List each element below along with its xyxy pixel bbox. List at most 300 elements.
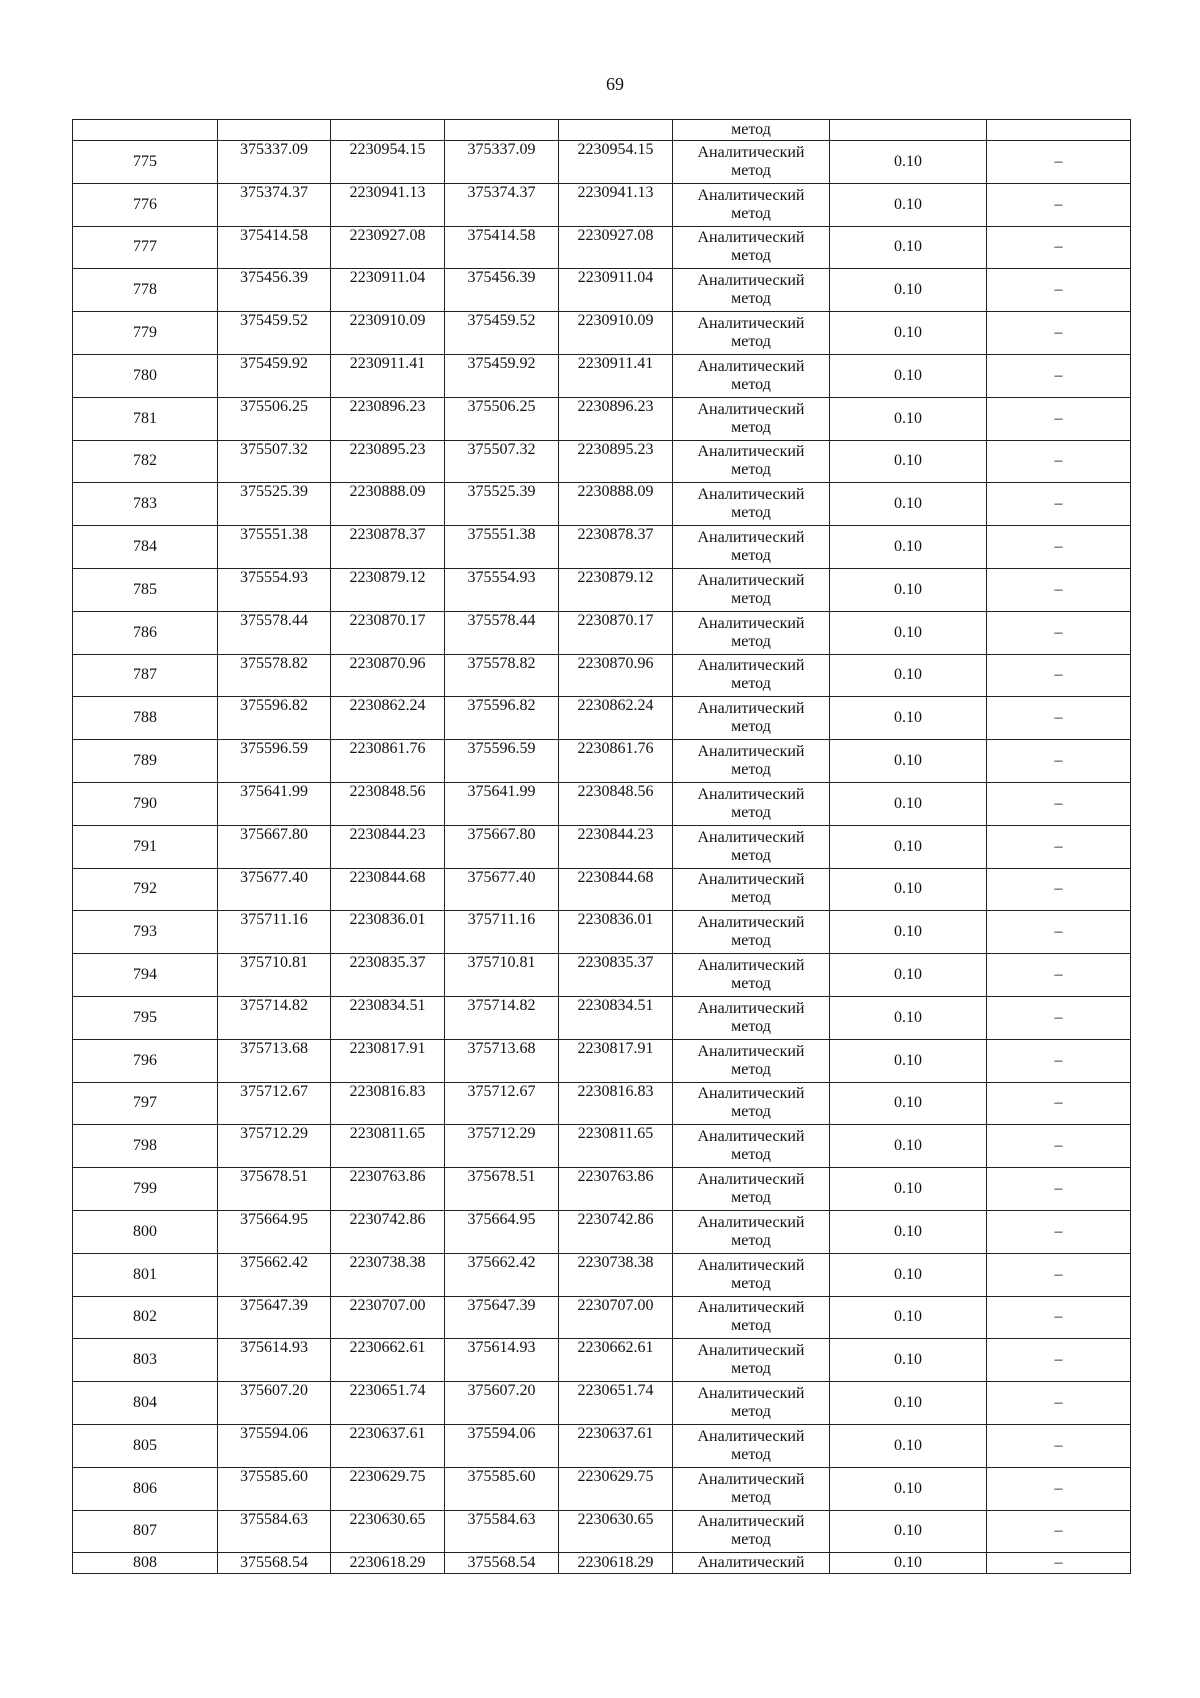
x-coordinate-cell: 375711.16 [218, 911, 331, 954]
table-row [73, 911, 1131, 954]
x-coordinate-cell: 375667.80 [445, 825, 559, 868]
x-coordinate-cell: 375662.42 [218, 1253, 331, 1296]
y-coordinate-cell: 2230896.23 [331, 397, 445, 440]
description-cell: – [987, 697, 1131, 740]
method-line: Аналитический [697, 1128, 805, 1146]
method-line: метод [731, 1103, 771, 1121]
method-line: метод [731, 375, 771, 393]
point-number-cell: 791 [73, 825, 218, 868]
point-number-cell: 797 [73, 1082, 218, 1125]
method-cell [673, 825, 830, 868]
point-number-cell: 783 [73, 483, 218, 526]
method-line: метод [731, 204, 771, 222]
method-cell [673, 526, 830, 569]
method-cell [673, 312, 830, 355]
description-cell: – [987, 740, 1131, 783]
accuracy-cell: 0.10 [830, 825, 987, 868]
x-coordinate-cell: 375594.06 [218, 1424, 331, 1467]
accuracy-cell: 0.10 [830, 740, 987, 783]
y-coordinate-cell: 2230637.61 [559, 1424, 673, 1467]
method-line: Аналитический [697, 143, 805, 161]
description-cell: – [987, 1553, 1131, 1574]
y-coordinate-cell: 2230707.00 [331, 1296, 445, 1339]
x-coordinate-cell: 375456.39 [445, 269, 559, 312]
x-coordinate-cell: 375374.37 [218, 183, 331, 226]
method-line: метод [731, 675, 771, 693]
description-cell: – [987, 996, 1131, 1039]
x-coordinate-cell: 375664.95 [218, 1210, 331, 1253]
description-cell: – [987, 1082, 1131, 1125]
method-line: метод [731, 418, 771, 436]
x-coordinate-cell: 375667.80 [218, 825, 331, 868]
table-row [73, 1168, 1131, 1211]
point-number-cell: 782 [73, 440, 218, 483]
y-coordinate-cell: 2230910.09 [331, 312, 445, 355]
accuracy-cell: 0.10 [830, 141, 987, 184]
accuracy-cell: 0.10 [830, 654, 987, 697]
method-line: Аналитический [697, 229, 805, 247]
x-coordinate-cell: 375551.38 [445, 526, 559, 569]
x-coordinate-cell: 375710.81 [218, 954, 331, 997]
accuracy-cell: 0.10 [830, 354, 987, 397]
method-cell [673, 1082, 830, 1125]
y-coordinate-cell: 2230651.74 [559, 1382, 673, 1425]
x-coordinate-cell: 375647.39 [218, 1296, 331, 1339]
y-coordinate-cell: 2230835.37 [331, 954, 445, 997]
x-coordinate-cell: 375459.52 [218, 312, 331, 355]
x-coordinate-cell: 375506.25 [445, 397, 559, 440]
y-coordinate-cell: 2230870.96 [331, 654, 445, 697]
table-row [73, 1125, 1131, 1168]
table-row [73, 697, 1131, 740]
method-line: метод [731, 761, 771, 779]
description-cell: – [987, 1296, 1131, 1339]
method-line: Аналитический [697, 1513, 805, 1531]
description-cell: – [987, 911, 1131, 954]
table-row [73, 1082, 1131, 1125]
x-coordinate-cell: 375594.06 [445, 1424, 559, 1467]
y-coordinate-cell: 2230637.61 [331, 1424, 445, 1467]
x-coordinate-cell: 375677.40 [218, 868, 331, 911]
x-coordinate-cell: 375584.63 [445, 1510, 559, 1553]
table-row [73, 1296, 1131, 1339]
description-cell: – [987, 1424, 1131, 1467]
method-line: Аналитический [697, 186, 805, 204]
table-row [73, 1382, 1131, 1425]
accuracy-cell: 0.10 [830, 611, 987, 654]
accuracy-cell: 0.10 [830, 1424, 987, 1467]
accuracy-cell: 0.10 [830, 1125, 987, 1168]
x-coordinate-cell: 375607.20 [445, 1382, 559, 1425]
table-row [73, 654, 1131, 697]
method-line: Аналитический [697, 914, 805, 932]
y-coordinate-cell: 2230834.51 [559, 996, 673, 1039]
table-row [73, 354, 1131, 397]
method-cell [673, 1253, 830, 1296]
method-cell [673, 1168, 830, 1211]
y-coordinate-cell: 2230738.38 [559, 1253, 673, 1296]
table-body [73, 120, 1131, 1574]
method-line: Аналитический [697, 315, 805, 333]
method-line: метод [731, 803, 771, 821]
x-coordinate-cell: 375712.29 [218, 1125, 331, 1168]
x-coordinate-cell: 375578.44 [218, 611, 331, 654]
accuracy-cell: 0.10 [830, 1553, 987, 1574]
method-line: метод [731, 333, 771, 351]
x-coordinate-cell: 375578.82 [445, 654, 559, 697]
x-coordinate-cell: 375551.38 [218, 526, 331, 569]
description-cell: – [987, 782, 1131, 825]
accuracy-cell: 0.10 [830, 568, 987, 611]
point-number-cell: 800 [73, 1210, 218, 1253]
point-number-cell: 796 [73, 1039, 218, 1082]
description-cell: – [987, 354, 1131, 397]
x-coordinate-cell: 375596.59 [218, 740, 331, 783]
y-coordinate-cell: 2230895.23 [331, 440, 445, 483]
y-coordinate-cell: 2230911.04 [331, 269, 445, 312]
accuracy-cell: 0.10 [830, 996, 987, 1039]
x-coordinate-cell: 375713.68 [218, 1039, 331, 1082]
method-cell [673, 954, 830, 997]
method-cell [673, 1510, 830, 1553]
point-number-cell: 807 [73, 1510, 218, 1553]
x-coordinate-cell: 375374.37 [445, 183, 559, 226]
y-coordinate-cell: 2230878.37 [559, 526, 673, 569]
x-coordinate-cell: 375337.09 [218, 141, 331, 184]
x-coordinate-cell: 375712.29 [445, 1125, 559, 1168]
accuracy-cell: 0.10 [830, 312, 987, 355]
table-row [73, 483, 1131, 526]
x-coordinate-cell: 375712.67 [445, 1082, 559, 1125]
y-coordinate-cell: 2230618.29 [331, 1553, 445, 1574]
method-line: метод [731, 718, 771, 736]
y-coordinate-cell: 2230861.76 [331, 740, 445, 783]
continuation-row [73, 120, 1131, 141]
accuracy-cell: 0.10 [830, 1510, 987, 1553]
method-cell [673, 1125, 830, 1168]
y-coordinate-cell: 2230862.24 [331, 697, 445, 740]
accuracy-cell: 0.10 [830, 868, 987, 911]
method-line: метод [731, 1317, 771, 1335]
x-coordinate-cell: 375712.67 [218, 1082, 331, 1125]
y-coordinate-cell: 2230816.83 [559, 1082, 673, 1125]
point-number-cell: 798 [73, 1125, 218, 1168]
y-coordinate-cell: 2230941.13 [559, 183, 673, 226]
accuracy-cell: 0.10 [830, 269, 987, 312]
x-coordinate-cell: 375554.93 [218, 568, 331, 611]
table-row [73, 526, 1131, 569]
table-row [73, 397, 1131, 440]
y-coordinate-cell: 2230888.09 [331, 483, 445, 526]
x-coordinate-cell: 375578.44 [445, 611, 559, 654]
x-coordinate-cell: 375596.82 [218, 697, 331, 740]
point-number-cell: 803 [73, 1339, 218, 1382]
method-line: Аналитический [697, 1256, 805, 1274]
description-cell: – [987, 954, 1131, 997]
method-line: Аналитический [697, 871, 805, 889]
description-cell: – [987, 1510, 1131, 1553]
point-number-cell: 790 [73, 782, 218, 825]
method-line: Аналитический [697, 357, 805, 375]
accuracy-cell: 0.10 [830, 397, 987, 440]
y-coordinate-cell: 2230629.75 [559, 1467, 673, 1510]
y-coordinate-cell: 2230954.15 [331, 141, 445, 184]
accuracy-cell: 0.10 [830, 1296, 987, 1339]
description-cell: – [987, 1253, 1131, 1296]
x-coordinate-cell: 375585.60 [445, 1467, 559, 1510]
y-coordinate-cell: 2230870.17 [559, 611, 673, 654]
point-number-cell: 793 [73, 911, 218, 954]
empty-cell [559, 120, 673, 141]
accuracy-cell: 0.10 [830, 954, 987, 997]
accuracy-cell: 0.10 [830, 526, 987, 569]
x-coordinate-cell: 375506.25 [218, 397, 331, 440]
point-number-cell: 805 [73, 1424, 218, 1467]
empty-cell [73, 120, 218, 141]
description-cell: – [987, 397, 1131, 440]
y-coordinate-cell: 2230910.09 [559, 312, 673, 355]
method-line: метод [731, 1060, 771, 1078]
x-coordinate-cell: 375678.51 [218, 1168, 331, 1211]
point-number-cell: 795 [73, 996, 218, 1039]
x-coordinate-cell: 375525.39 [445, 483, 559, 526]
x-coordinate-cell: 375578.82 [218, 654, 331, 697]
empty-cell [331, 120, 445, 141]
page-number: 69 [606, 74, 624, 94]
x-coordinate-cell: 375568.54 [218, 1553, 331, 1574]
y-coordinate-cell: 2230941.13 [331, 183, 445, 226]
x-coordinate-cell: 375456.39 [218, 269, 331, 312]
method-line: Аналитический [697, 1385, 805, 1402]
table-row [73, 226, 1131, 269]
table-row [73, 996, 1131, 1039]
method-cell [673, 1424, 830, 1467]
coordinates-table [72, 119, 1131, 1574]
y-coordinate-cell: 2230742.86 [559, 1210, 673, 1253]
y-coordinate-cell: 2230844.68 [331, 868, 445, 911]
y-coordinate-cell: 2230763.86 [331, 1168, 445, 1211]
y-coordinate-cell: 2230927.08 [331, 226, 445, 269]
y-coordinate-cell: 2230836.01 [559, 911, 673, 954]
point-number-cell: 787 [73, 654, 218, 697]
method-cell: метод [673, 120, 830, 141]
table-row [73, 1210, 1131, 1253]
x-coordinate-cell: 375525.39 [218, 483, 331, 526]
x-coordinate-cell: 375607.20 [218, 1382, 331, 1425]
method-line: метод [731, 632, 771, 650]
method-line: метод [731, 547, 771, 565]
y-coordinate-cell: 2230834.51 [331, 996, 445, 1039]
accuracy-cell: 0.10 [830, 1253, 987, 1296]
y-coordinate-cell: 2230844.23 [331, 825, 445, 868]
method-line: метод [731, 504, 771, 522]
method-cell [673, 440, 830, 483]
method-cell [673, 868, 830, 911]
table-row [73, 954, 1131, 997]
method-cell [673, 1296, 830, 1339]
point-number-cell: 792 [73, 868, 218, 911]
y-coordinate-cell: 2230848.56 [559, 782, 673, 825]
table-row [73, 440, 1131, 483]
method-line: Аналитический [697, 400, 805, 418]
method-cell [673, 141, 830, 184]
method-line: метод [731, 1531, 771, 1549]
x-coordinate-cell: 375459.52 [445, 312, 559, 355]
method-cell [673, 654, 830, 697]
y-coordinate-cell: 2230888.09 [559, 483, 673, 526]
x-coordinate-cell: 375714.82 [218, 996, 331, 1039]
y-coordinate-cell: 2230811.65 [559, 1125, 673, 1168]
accuracy-cell: 0.10 [830, 1082, 987, 1125]
description-cell: – [987, 825, 1131, 868]
y-coordinate-cell: 2230878.37 [331, 526, 445, 569]
method-line: метод [731, 1231, 771, 1249]
table-row [73, 1339, 1131, 1382]
y-coordinate-cell: 2230895.23 [559, 440, 673, 483]
x-coordinate-cell: 375713.68 [445, 1039, 559, 1082]
table-row [73, 1039, 1131, 1082]
y-coordinate-cell: 2230896.23 [559, 397, 673, 440]
accuracy-cell: 0.10 [830, 226, 987, 269]
description-cell: – [987, 568, 1131, 611]
table-row [73, 141, 1131, 184]
y-coordinate-cell: 2230954.15 [559, 141, 673, 184]
method-line: метод [731, 932, 771, 950]
point-number-cell: 804 [73, 1382, 218, 1425]
x-coordinate-cell: 375459.92 [218, 354, 331, 397]
x-coordinate-cell: 375614.93 [445, 1339, 559, 1382]
description-cell: – [987, 1039, 1131, 1082]
method-cell [673, 1382, 830, 1425]
method-cell [673, 568, 830, 611]
x-coordinate-cell: 375584.63 [218, 1510, 331, 1553]
method-cell [673, 782, 830, 825]
accuracy-cell: 0.10 [830, 782, 987, 825]
description-cell: – [987, 312, 1131, 355]
point-number-cell: 780 [73, 354, 218, 397]
y-coordinate-cell: 2230911.41 [331, 354, 445, 397]
point-number-cell: 776 [73, 183, 218, 226]
point-number-cell: 775 [73, 141, 218, 184]
method-line: Аналитический [697, 700, 805, 718]
accuracy-cell: 0.10 [830, 440, 987, 483]
method-line: Аналитический [697, 272, 805, 290]
method-cell [673, 1467, 830, 1510]
point-number-cell: 786 [73, 611, 218, 654]
x-coordinate-cell: 375641.99 [445, 782, 559, 825]
x-coordinate-cell: 375714.82 [445, 996, 559, 1039]
y-coordinate-cell: 2230870.17 [331, 611, 445, 654]
y-coordinate-cell: 2230927.08 [559, 226, 673, 269]
y-coordinate-cell: 2230836.01 [331, 911, 445, 954]
method-line: метод [731, 1360, 771, 1378]
accuracy-cell: 0.10 [830, 183, 987, 226]
method-line: Аналитический [697, 1470, 805, 1488]
method-cell [673, 226, 830, 269]
method-line: Аналитический [697, 614, 805, 632]
method-line: Аналитический [697, 828, 805, 846]
table-row [73, 269, 1131, 312]
x-coordinate-cell: 375337.09 [445, 141, 559, 184]
method-cell [673, 1210, 830, 1253]
description-cell: – [987, 183, 1131, 226]
description-cell: – [987, 1339, 1131, 1382]
accuracy-cell: 0.10 [830, 697, 987, 740]
y-coordinate-cell: 2230763.86 [559, 1168, 673, 1211]
method-line: метод [731, 1017, 771, 1035]
point-number-cell: 779 [73, 312, 218, 355]
table-row [73, 1510, 1131, 1553]
method-line: Аналитический [697, 1213, 805, 1231]
method-cell [673, 697, 830, 740]
x-coordinate-cell: 375641.99 [218, 782, 331, 825]
method-line: Аналитический [697, 571, 805, 589]
x-coordinate-cell: 375459.92 [445, 354, 559, 397]
description-cell: – [987, 526, 1131, 569]
x-coordinate-cell: 375662.42 [445, 1253, 559, 1296]
y-coordinate-cell: 2230870.96 [559, 654, 673, 697]
description-cell: – [987, 141, 1131, 184]
y-coordinate-cell: 2230844.23 [559, 825, 673, 868]
method-line: Аналитический [697, 785, 805, 803]
y-coordinate-cell: 2230618.29 [559, 1553, 673, 1574]
description-cell: – [987, 440, 1131, 483]
description-cell: – [987, 226, 1131, 269]
point-number-cell: 778 [73, 269, 218, 312]
x-coordinate-cell: 375711.16 [445, 911, 559, 954]
x-coordinate-cell: 375507.32 [218, 440, 331, 483]
y-coordinate-cell: 2230662.61 [559, 1339, 673, 1382]
point-number-cell: 808 [73, 1553, 218, 1574]
point-number-cell: 794 [73, 954, 218, 997]
method-line: Аналитический [697, 443, 805, 461]
method-line: Аналитический [697, 657, 805, 675]
method-line: метод [731, 1274, 771, 1292]
y-coordinate-cell: 2230879.12 [331, 568, 445, 611]
description-cell: – [987, 611, 1131, 654]
method-line: метод [731, 1403, 771, 1420]
y-coordinate-cell: 2230630.65 [559, 1510, 673, 1553]
x-coordinate-cell: 375710.81 [445, 954, 559, 997]
table-row [73, 868, 1131, 911]
method-line: Аналитический [697, 1427, 805, 1445]
y-coordinate-cell: 2230817.91 [331, 1039, 445, 1082]
point-number-cell: 781 [73, 397, 218, 440]
method-cell: Аналитический [673, 1553, 830, 1574]
table-row [73, 825, 1131, 868]
y-coordinate-cell: 2230911.04 [559, 269, 673, 312]
method-line: Аналитический [697, 1299, 805, 1317]
method-cell [673, 1339, 830, 1382]
point-number-cell: 789 [73, 740, 218, 783]
x-coordinate-cell: 375414.58 [445, 226, 559, 269]
method-cell [673, 354, 830, 397]
description-cell: – [987, 654, 1131, 697]
x-coordinate-cell: 375596.59 [445, 740, 559, 783]
description-cell: – [987, 1125, 1131, 1168]
description-cell: – [987, 1210, 1131, 1253]
x-coordinate-cell: 375664.95 [445, 1210, 559, 1253]
y-coordinate-cell: 2230848.56 [331, 782, 445, 825]
method-cell [673, 740, 830, 783]
x-coordinate-cell: 375568.54 [445, 1553, 559, 1574]
method-line: метод [731, 1445, 771, 1463]
table-row [73, 312, 1131, 355]
table-row [73, 1253, 1131, 1296]
method-line: Аналитический [697, 529, 805, 547]
x-coordinate-cell: 375507.32 [445, 440, 559, 483]
y-coordinate-cell: 2230816.83 [331, 1082, 445, 1125]
